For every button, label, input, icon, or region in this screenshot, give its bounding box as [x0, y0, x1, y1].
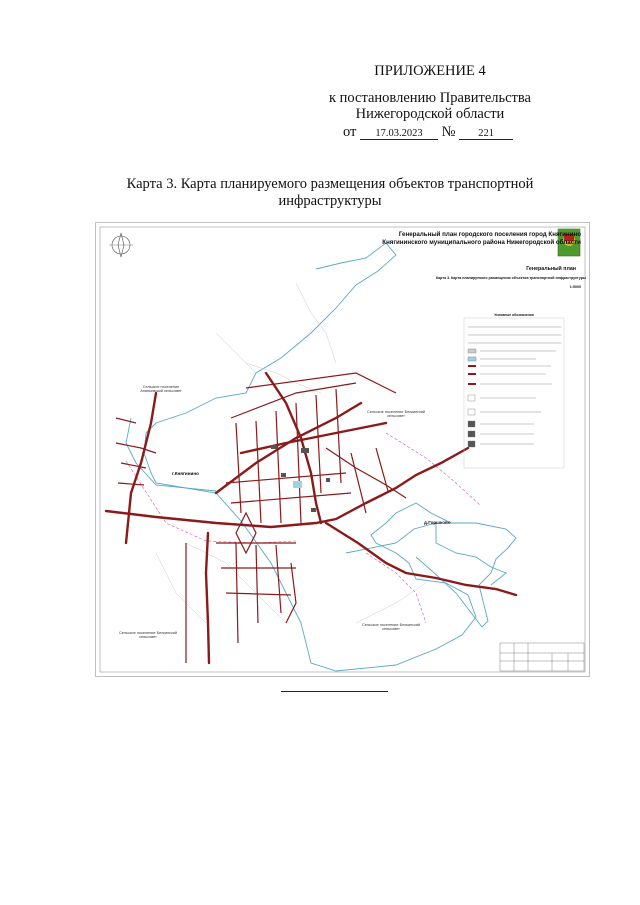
- map-subtitle: Генеральный план: [526, 266, 576, 272]
- resolution-line: к постановлению Правительства: [329, 90, 531, 106]
- main-roads: [106, 373, 516, 663]
- settlement-label-se: Сельское поселение Белкинский сельсовет: [362, 623, 420, 631]
- settlement-label-sw: Сельское поселение Белкинский сельсовет: [119, 631, 177, 639]
- map-scale: 1:5000: [569, 285, 581, 289]
- date-line: [343, 124, 513, 141]
- number-sign: №: [441, 124, 456, 140]
- settlement-label-ne: Сельское поселение Белкинский сельсовет: [367, 410, 425, 418]
- settlement-boundary: [144, 243, 516, 671]
- legend-title: Условные обозначения: [494, 313, 534, 317]
- map-name: Карта 3. Карта планируемого размещения объектов транспортной инфраструктуры: [435, 276, 586, 280]
- transport-map: [95, 222, 590, 677]
- appendix-title: ПРИЛОЖЕНИЕ 4: [374, 63, 486, 79]
- settlement-label-nw: Сельское поселение Ананьевский сельсовет: [140, 385, 182, 393]
- village-label: д.Горшково: [424, 520, 451, 525]
- region-line: Нижегородской области: [355, 106, 505, 122]
- map-caption: Карта 3. Карта планируемого размещения объектов транспортной инфраструктуры: [126, 176, 534, 209]
- map-title: Генеральный план городского поселения город Княгинино Княгининского муниципального района Нижегородской области: [382, 231, 581, 246]
- compass-icon: [109, 233, 133, 257]
- resolution-date: 17.03.2023: [360, 128, 438, 140]
- end-divider: [281, 691, 388, 692]
- from-label: от: [343, 124, 357, 140]
- resolution-number: 221: [459, 128, 513, 140]
- map-drawing: [96, 223, 589, 676]
- title-block: [500, 643, 584, 671]
- town-label: г.Княгинино: [172, 471, 199, 476]
